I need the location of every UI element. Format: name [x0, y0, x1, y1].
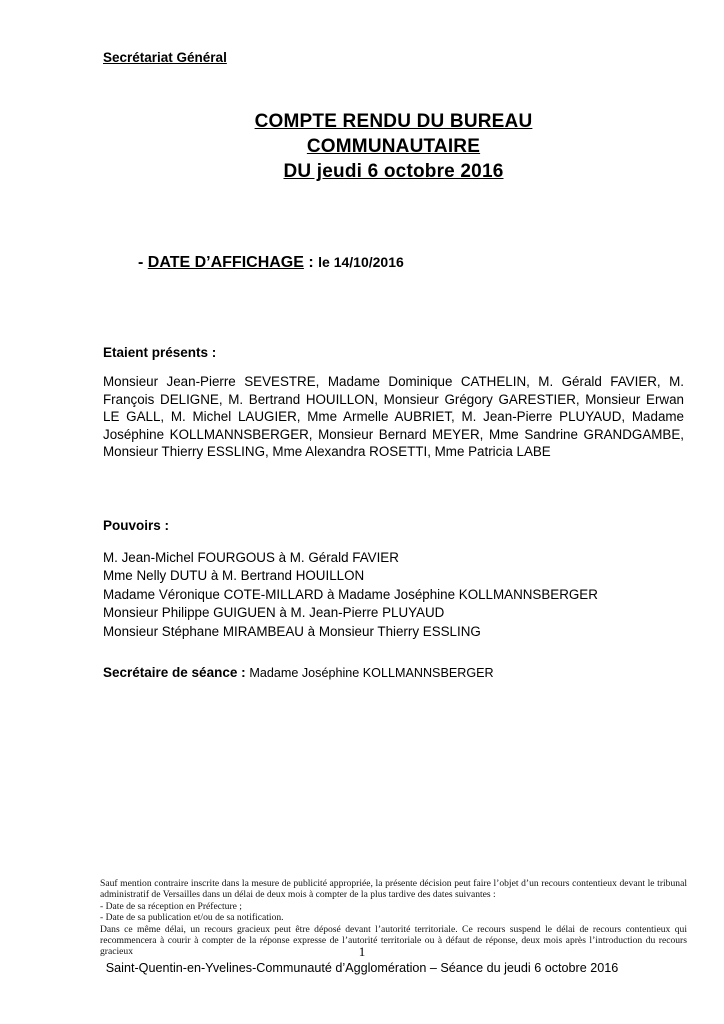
display-date-line	[138, 254, 404, 272]
pouvoir-item: Monsieur Stéphane MIRAMBEAU à Monsieur Thierry ESSLING	[103, 623, 481, 639]
title-line-3: DU jeudi 6 octobre 2016	[283, 161, 504, 182]
pouvoirs-list	[103, 549, 684, 641]
pouvoir-item: Monsieur Philippe GUIGUEN à M. Jean-Pierre PLUYAUD	[103, 605, 445, 621]
display-date-separator: :	[303, 254, 319, 271]
display-date-label: DATE D’AFFICHAGE	[147, 254, 304, 271]
secretary-label: Secrétaire de séance :	[103, 665, 246, 680]
legal-paragraph: Dans ce même délai, un recours gracieux peut être déposé devant l’autorité territoriale. Ce recours suspend le délai de recours contentieux qui recommencera à courir à compter de la réponse expresse de l’autorité territoriale ou à défaut de réponse, deux mois après l’introduction du recours gracieux	[100, 923, 687, 958]
pouvoirs-heading: Pouvoirs :	[103, 518, 170, 533]
page-number: 1	[358, 944, 366, 959]
secretary-line	[103, 665, 494, 680]
secretary-value: Madame Joséphine KOLLMANNSBERGER	[249, 666, 494, 680]
pouvoir-item: Mme Nelly DUTU à M. Bertrand HOUILLON	[103, 568, 365, 584]
title-line-2: COMMUNAUTAIRE	[306, 136, 481, 157]
legal-bullet: - Date de sa réception en Préfecture ;	[100, 900, 242, 912]
presents-heading: Etaient présents :	[103, 345, 217, 360]
legal-paragraph: Sauf mention contraire inscrite dans la mesure de publicité appropriée, la présente décision peut faire l’objet d’un recours contentieux devant le tribunal administratif de Versailles dans un délai de deux mois à compter de la plus tardive des dates suivantes :	[100, 878, 687, 901]
footer-session-line: Saint-Quentin-en-Yvelines-Communauté d’Agglomération – Séance du jeudi 6 octobre 2016	[105, 961, 619, 975]
title-line-1: COMPTE RENDU DU BUREAU	[254, 111, 533, 132]
pouvoir-item: Madame Véronique COTE-MILLARD à Madame Joséphine KOLLMANNSBERGER	[103, 586, 598, 602]
display-date-dash: -	[138, 254, 148, 271]
document-title	[103, 109, 684, 184]
department-heading: Secrétariat Général	[103, 50, 227, 65]
presents-list-paragraph: Monsieur Jean-Pierre SEVESTRE, Madame Dominique CATHELIN, M. Gérald FAVIER, M. François DELIGNE, M. Bertrand HOUILLON, Monsieur Grégory GARESTIER, Monsieur Erwan LE GALL, M. Michel LAUGIER, Mme Armelle AUBRIET, M. Jean-Pierre PLUYAUD, Madame Joséphine KOLLMANNSBERGER, Monsieur Bernard MEYER, Mme Sandrine GRANDGAMBE, Monsieur Thierry ESSLING, Mme Alexandra ROSETTI, Mme Patricia LABE	[103, 374, 684, 459]
legal-bullet: - Date de sa publication et/ou de sa notification.	[100, 912, 284, 924]
pouvoir-item: M. Jean-Michel FOURGOUS à M. Gérald FAVIER	[103, 550, 399, 565]
display-date-value: le 14/10/2016	[318, 254, 404, 270]
